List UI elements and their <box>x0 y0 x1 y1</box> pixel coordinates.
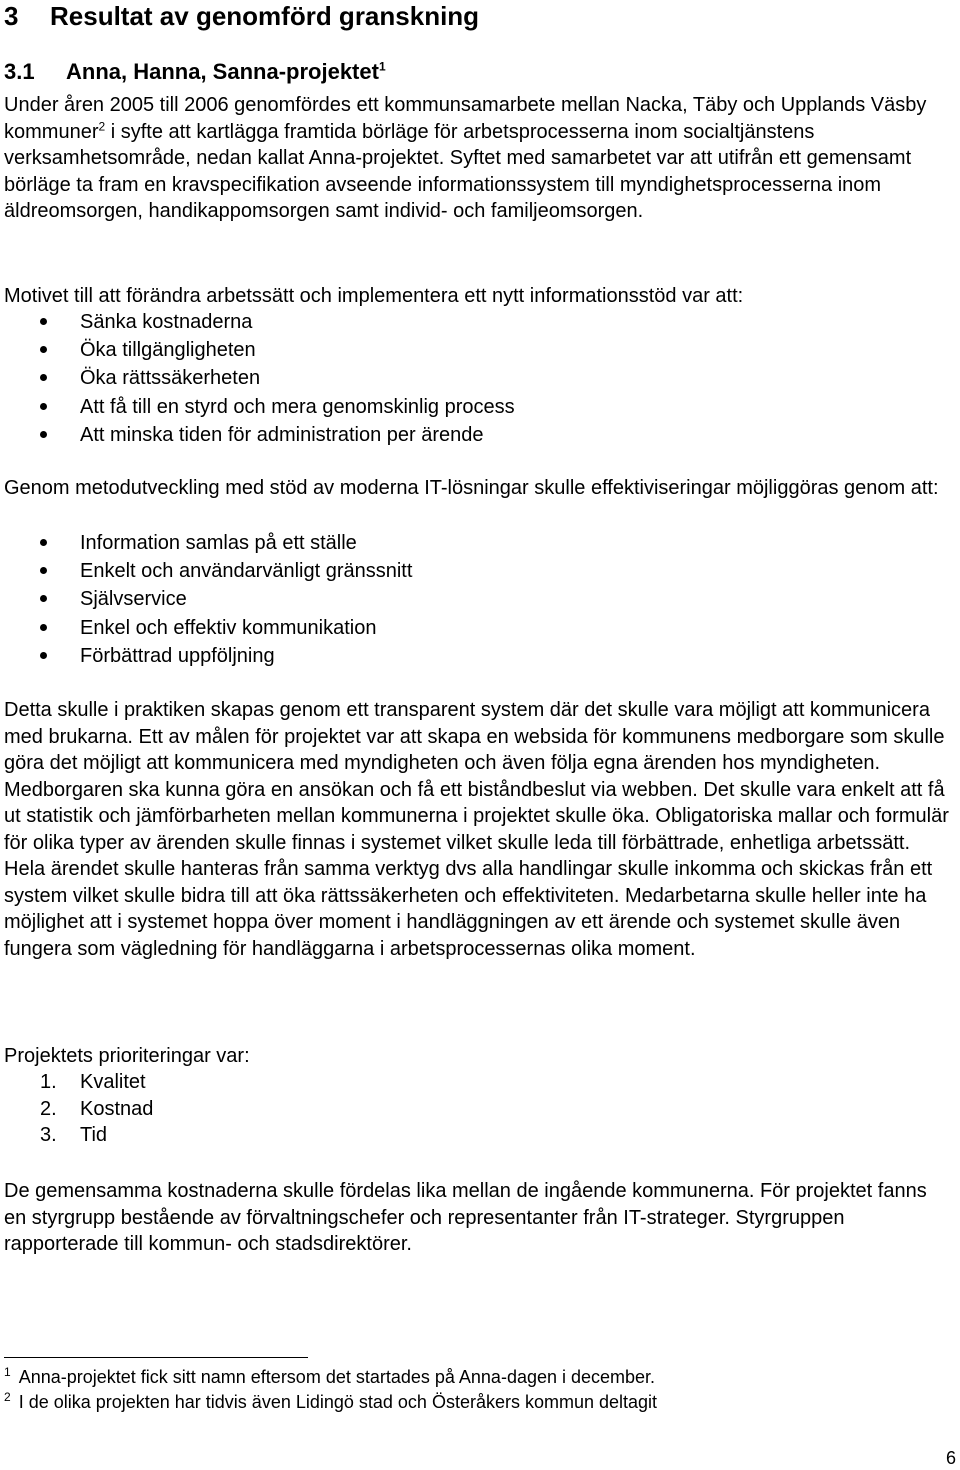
list-item <box>0 585 412 613</box>
list-item <box>0 1069 153 1096</box>
intro-paragraph <box>4 92 956 225</box>
method-paragraph: Genom metodutveckling med stöd av moderna IT-lösningar skulle effektiviseringar möjliggöras genom att: <box>4 477 939 499</box>
bullet-icon <box>40 431 47 438</box>
bullet-icon <box>40 567 47 574</box>
motive-list <box>0 308 515 449</box>
subsection-heading <box>4 58 386 86</box>
list-item <box>0 642 412 670</box>
footnote-number: 2 <box>4 1390 11 1404</box>
bullet-icon <box>40 539 47 546</box>
subsection-number: 3.1 <box>4 59 35 84</box>
section-title: Resultat av genomförd granskning <box>50 1 480 31</box>
list-item <box>0 1096 153 1123</box>
practice-paragraph: Detta skulle i praktiken skapas genom ett transparent system där det skulle vara möjligt att kommunicera med brukarna. Ett av målen för projektet var att skapa en websida för kommunens medborgare som skulle göra det möjligt att kommunicera med myndigheten och även följa egna ärenden hos myndigheten. Medborgaren ska kunna göra en ansökan och få ett biståndbeslut via webben. Det skulle vara enkelt att få ut statistik och jämförbarheten mellan kommunerna i projektet skulle öka. Obligatoriska mallar och formulär för olika typer av ärenden skulle finnas i systemet vilket skulle leda till förbättrade, enhetliga arbetssätt. Hela ärendet skulle hanteras från samma verktyg dvs alla handlingar skulle inkomma och skickas från ett system vilket skulle bidra till att öka rättssäkerheten och effektiviteten. Medarbetarna skulle heller inte ha möjlighet att i systemet hoppa över moment i handläggningen av ett ärende och systemet skulle även fungera som vägledning för handläggarna i arbetsprocessernas olika moment. <box>4 699 949 960</box>
motive-paragraph: Motivet till att förändra arbetssätt och implementera ett nytt informationsstöd var att: <box>4 285 744 307</box>
section-heading <box>4 0 479 32</box>
list-number: 1. <box>40 1071 57 1093</box>
list-item-text: Att få till en styrd och mera genomskinlig process <box>80 395 515 418</box>
subsection-title: Anna, Hanna, Sanna-projektet <box>66 59 379 84</box>
list-item-text: Sänka kostnaderna <box>80 311 253 333</box>
priorities-intro: Projektets prioriteringar var: <box>4 1045 250 1067</box>
list-item-text: Förbättrad uppföljning <box>80 644 275 667</box>
section-number: 3 <box>4 1 19 31</box>
list-number: 2. <box>40 1097 57 1120</box>
footnote-ref-2[interactable]: 2 <box>98 118 106 133</box>
list-item <box>0 557 412 585</box>
bullet-icon <box>40 374 47 381</box>
list-item-text: Enkelt och användarvänligt gränssnitt <box>80 560 413 583</box>
list-item-text: Kvalitet <box>80 1071 146 1093</box>
list-item <box>0 308 515 336</box>
list-item <box>0 529 412 557</box>
intro-text-b: i syfte att kartlägga framtida börläge för arbetsprocesserna inom socialtjänstens verksamhetsområde, nedan kallat Anna-projektet. Syftet med samarbetet var att utifrån ett gemensamt börläge ta fram en kravspecifikation avseende informationssystem till myndighetsprocesserna inom äldreomsorgen, handikappomsorgen samt individ- och familjeomsorgen. <box>4 120 912 222</box>
footnote-separator <box>4 1357 308 1358</box>
bullet-icon <box>40 346 47 353</box>
list-item <box>0 393 515 421</box>
list-item-text: Självservice <box>80 588 187 611</box>
list-item-text: Att minska tiden för administration per ärende <box>80 423 484 446</box>
bullet-icon <box>40 318 47 325</box>
list-item-text: Kostnad <box>80 1097 154 1120</box>
list-item <box>0 1122 153 1149</box>
bullet-icon <box>40 403 47 410</box>
list-item-text: Information samlas på ett ställe <box>80 532 357 554</box>
priorities-list <box>0 1069 153 1149</box>
footnote-number: 1 <box>4 1365 11 1379</box>
footnote-1 <box>4 1366 655 1388</box>
bullet-icon <box>40 652 47 659</box>
bullet-icon <box>40 624 47 631</box>
footnote-text: Anna-projektet fick sitt namn eftersom det startades på Anna-dagen i december. <box>18 1367 656 1387</box>
intro-text-a: Under åren 2005 till 2006 genomfördes ett kommunsamarbete mellan Nacka, Täby och Upplands Väsby kommuner <box>4 94 927 143</box>
list-item-text: Enkel och effektiv kommunikation <box>80 616 377 639</box>
list-item-text: Öka tillgängligheten <box>80 339 256 362</box>
page-number: 6 <box>945 1448 956 1468</box>
footnote-ref-1[interactable]: 1 <box>378 59 386 74</box>
list-item <box>0 614 412 642</box>
bullet-icon <box>40 595 47 602</box>
efficiency-list <box>0 529 412 670</box>
footnote-text: I de olika projekten har tidvis även Lidingö stad och Österåkers kommun deltagit <box>18 1392 658 1412</box>
list-item-text: Öka rättssäkerheten <box>80 367 261 390</box>
list-item <box>0 364 515 392</box>
list-number: 3. <box>40 1124 57 1146</box>
costs-paragraph: De gemensamma kostnaderna skulle fördelas lika mellan de ingående kommunerna. För projektet fanns en styrgrupp bestående av förvaltningschefer och representanter från IT-strateger. Styrgruppen rapporterade till kommun- och stadsdirektörer. <box>4 1180 927 1255</box>
footnote-2 <box>4 1391 657 1413</box>
list-item <box>0 421 515 449</box>
list-item <box>0 336 515 364</box>
list-item-text: Tid <box>80 1124 108 1146</box>
